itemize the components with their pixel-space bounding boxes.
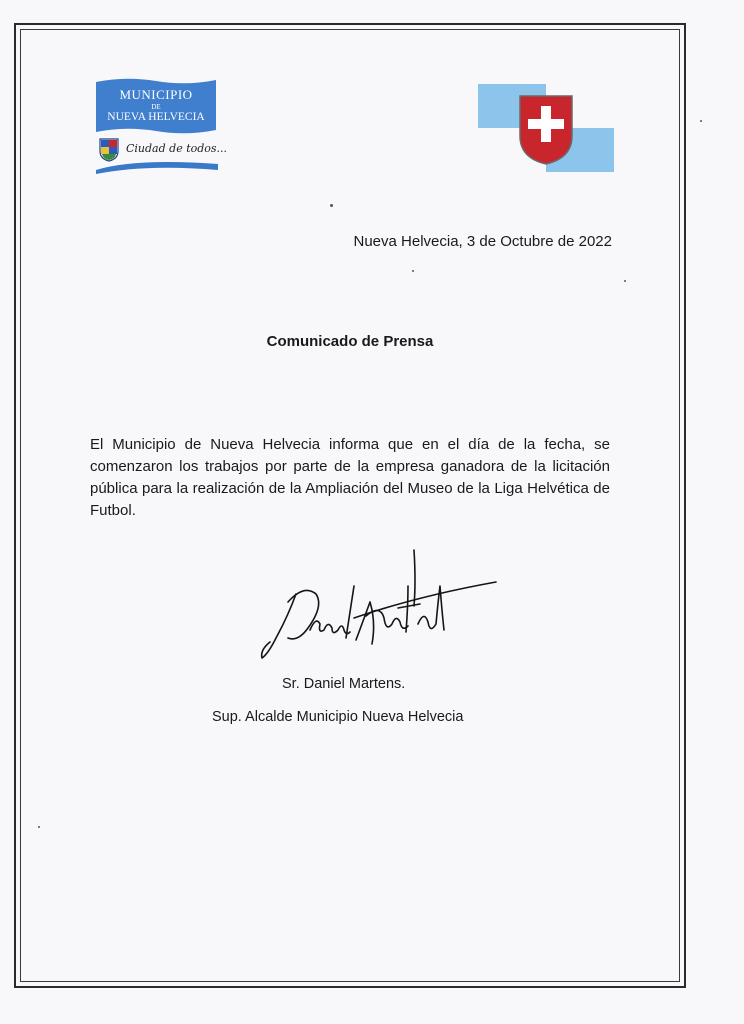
body-paragraph: El Municipio de Nueva Helvecia informa que en el día de la fecha, se comenzaron los trabajos por parte de la empresa ganadora de la licitación pública para la realización de la Ampliación del Museo de la Liga Helvética de Futbol. bbox=[90, 436, 610, 519]
swiss-flag-icon bbox=[476, 82, 616, 178]
municipio-logo bbox=[96, 78, 228, 176]
logo-title-line3: NUEVA HELVECIA bbox=[107, 111, 205, 123]
logo-tagline: Ciudad de todos... bbox=[126, 142, 228, 155]
signer-role: Sup. Alcalde Municipio Nueva Helvecia bbox=[212, 709, 464, 725]
scan-speck bbox=[330, 204, 333, 207]
scan-speck bbox=[700, 120, 702, 122]
handwritten-signature bbox=[258, 546, 498, 676]
logo-swoosh bbox=[96, 154, 218, 174]
scan-speck bbox=[38, 826, 40, 828]
logo-title-line1: MUNICIPIO bbox=[119, 87, 193, 102]
scan-speck bbox=[624, 280, 626, 282]
logo-title-line2: DE bbox=[151, 103, 161, 111]
signer-name: Sr. Daniel Martens. bbox=[282, 676, 406, 692]
scan-speck bbox=[412, 270, 414, 272]
document-title: Comunicado de Prensa bbox=[266, 333, 434, 350]
place-and-date: Nueva Helvecia, 3 de Octubre de 2022 bbox=[353, 233, 612, 250]
